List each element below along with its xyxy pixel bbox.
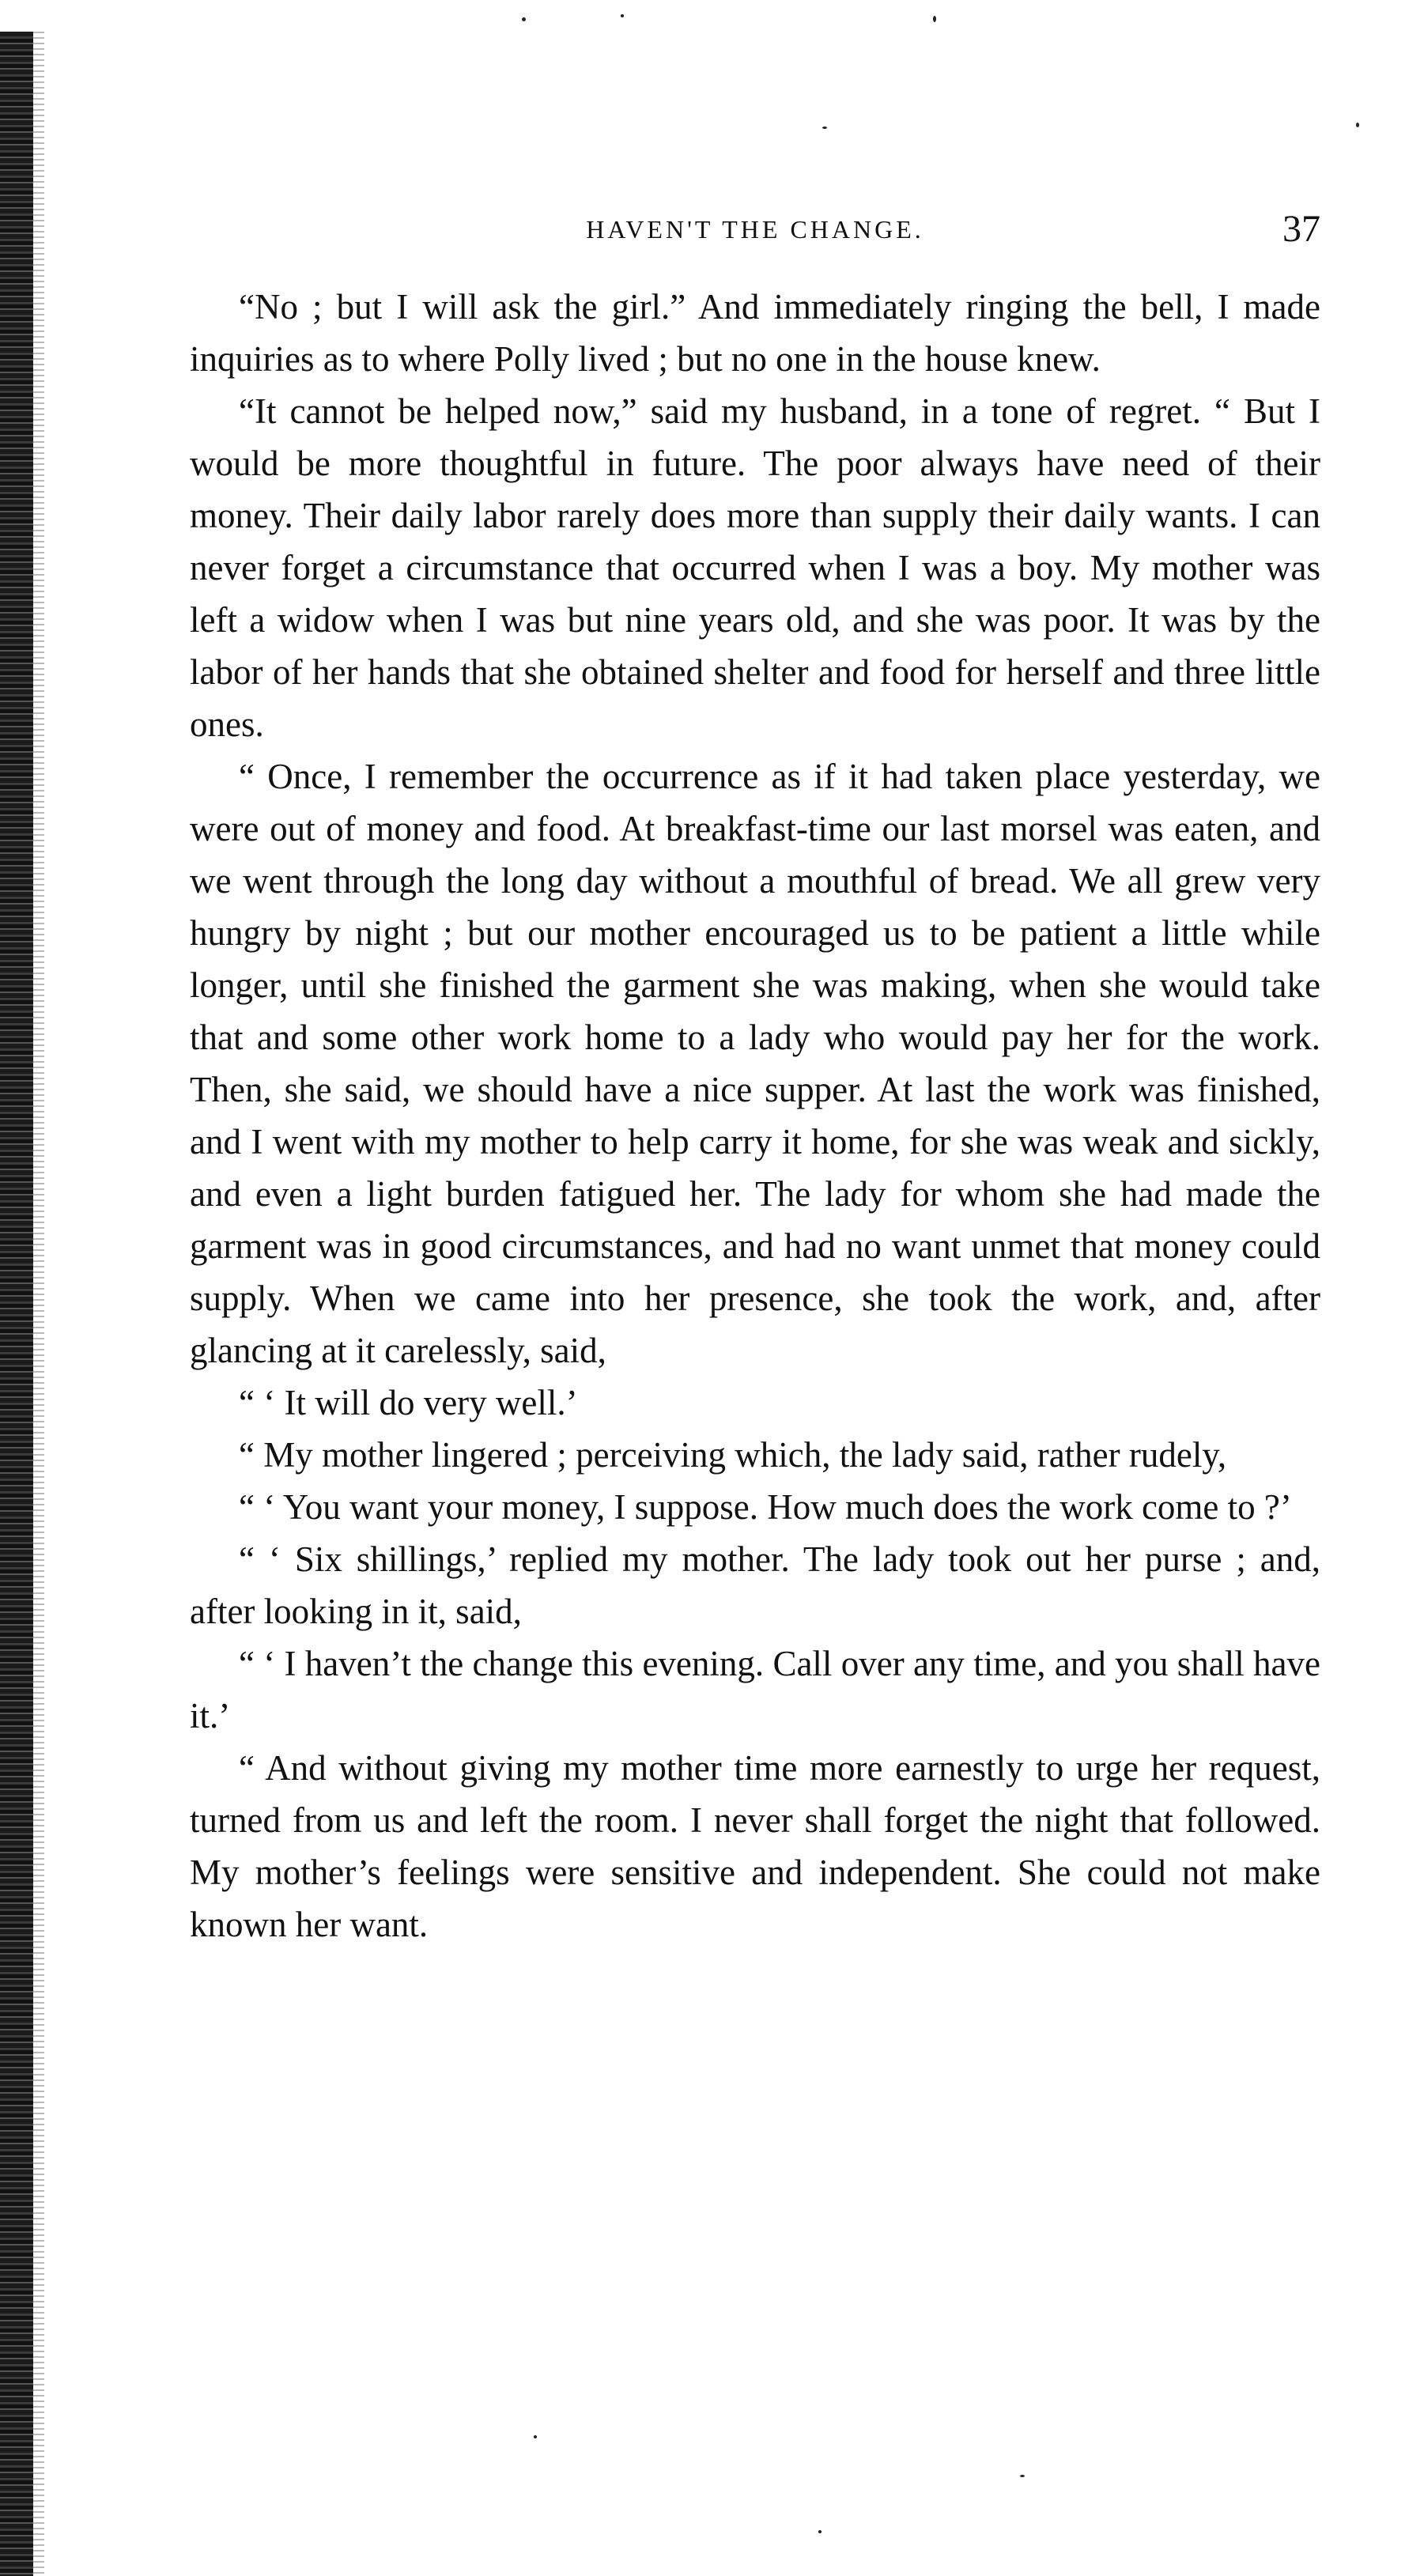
paragraph: “It cannot be helped now,” said my husband, in a tone of regret. “ But I would be more thoughtful in future. The poor always have need of their money. Their daily labor rarely does more than supply their daily wants. I can never forget a circumstance that occurred when I was a boy. My mother was left a widow when I was but nine years old, and she was poor. It was by the labor of her hands that she obtained shelter and food for herself and three little ones. xyxy=(190,391,1320,744)
paragraph: “ ‘ It will do very well.’ xyxy=(239,1383,578,1422)
running-head: HAVEN'T THE CHANGE. xyxy=(586,215,924,244)
page-header xyxy=(190,198,1320,261)
ink-speck xyxy=(621,14,624,17)
ink-speck xyxy=(818,2530,822,2533)
paragraph: “ My mother lingered ; perceiving which, the lady said, rather rudely, xyxy=(239,1435,1227,1475)
ink-speck xyxy=(534,2435,537,2438)
ink-speck xyxy=(822,127,827,129)
ink-speck xyxy=(522,17,526,21)
paragraph: “ And without giving my mother time more earnestly to urge her request, turned from us and left the room. I never shall forget the night that followed. My mother’s feelings were sensitive and independent. She could not make known her want. xyxy=(190,1748,1320,1944)
ink-speck xyxy=(933,16,936,22)
paragraph: “ ‘ I haven’t the change this evening. Call over any time, and you shall have it.’ xyxy=(190,1644,1320,1736)
paragraph: “ Once, I remember the occurrence as if it had taken place yesterday, we were out of money and food. At breakfast-time our last morsel was eaten, and we went through the long day without a mouthful of bread. We all grew very hungry by night ; but our mother encouraged us to be patient a little while longer, until she finished the garment she was making, when she would take that and some other work home to a lady who would pay her for the work. Then, she said, we should have a nice supper. At last the work was finished, and I went with my mother to help carry it home, for she was weak and sickly, and even a light burden fatigued her. The lady for whom she had made the garment was in good circumstances, and had no want unmet that money could supply. When we came into her presence, she took the work, and, after glancing at it carelessly, said, xyxy=(190,757,1320,1370)
book-binding-edge xyxy=(0,32,33,2576)
ink-speck xyxy=(1356,123,1359,127)
body-text xyxy=(190,281,1320,1951)
paragraph: “ ‘ Six shillings,’ replied my mother. The lady took out her purse ; and, after looking in it, said, xyxy=(190,1539,1320,1631)
ink-speck xyxy=(1020,2475,1025,2477)
paragraph: “No ; but I will ask the girl.” And immediately ringing the bell, I made inquiries as to where Polly lived ; but no one in the house knew. xyxy=(190,287,1320,379)
paragraph: “ ‘ You want your money, I suppose. How much does the work come to ?’ xyxy=(239,1487,1292,1527)
page-number: 37 xyxy=(1282,208,1320,250)
